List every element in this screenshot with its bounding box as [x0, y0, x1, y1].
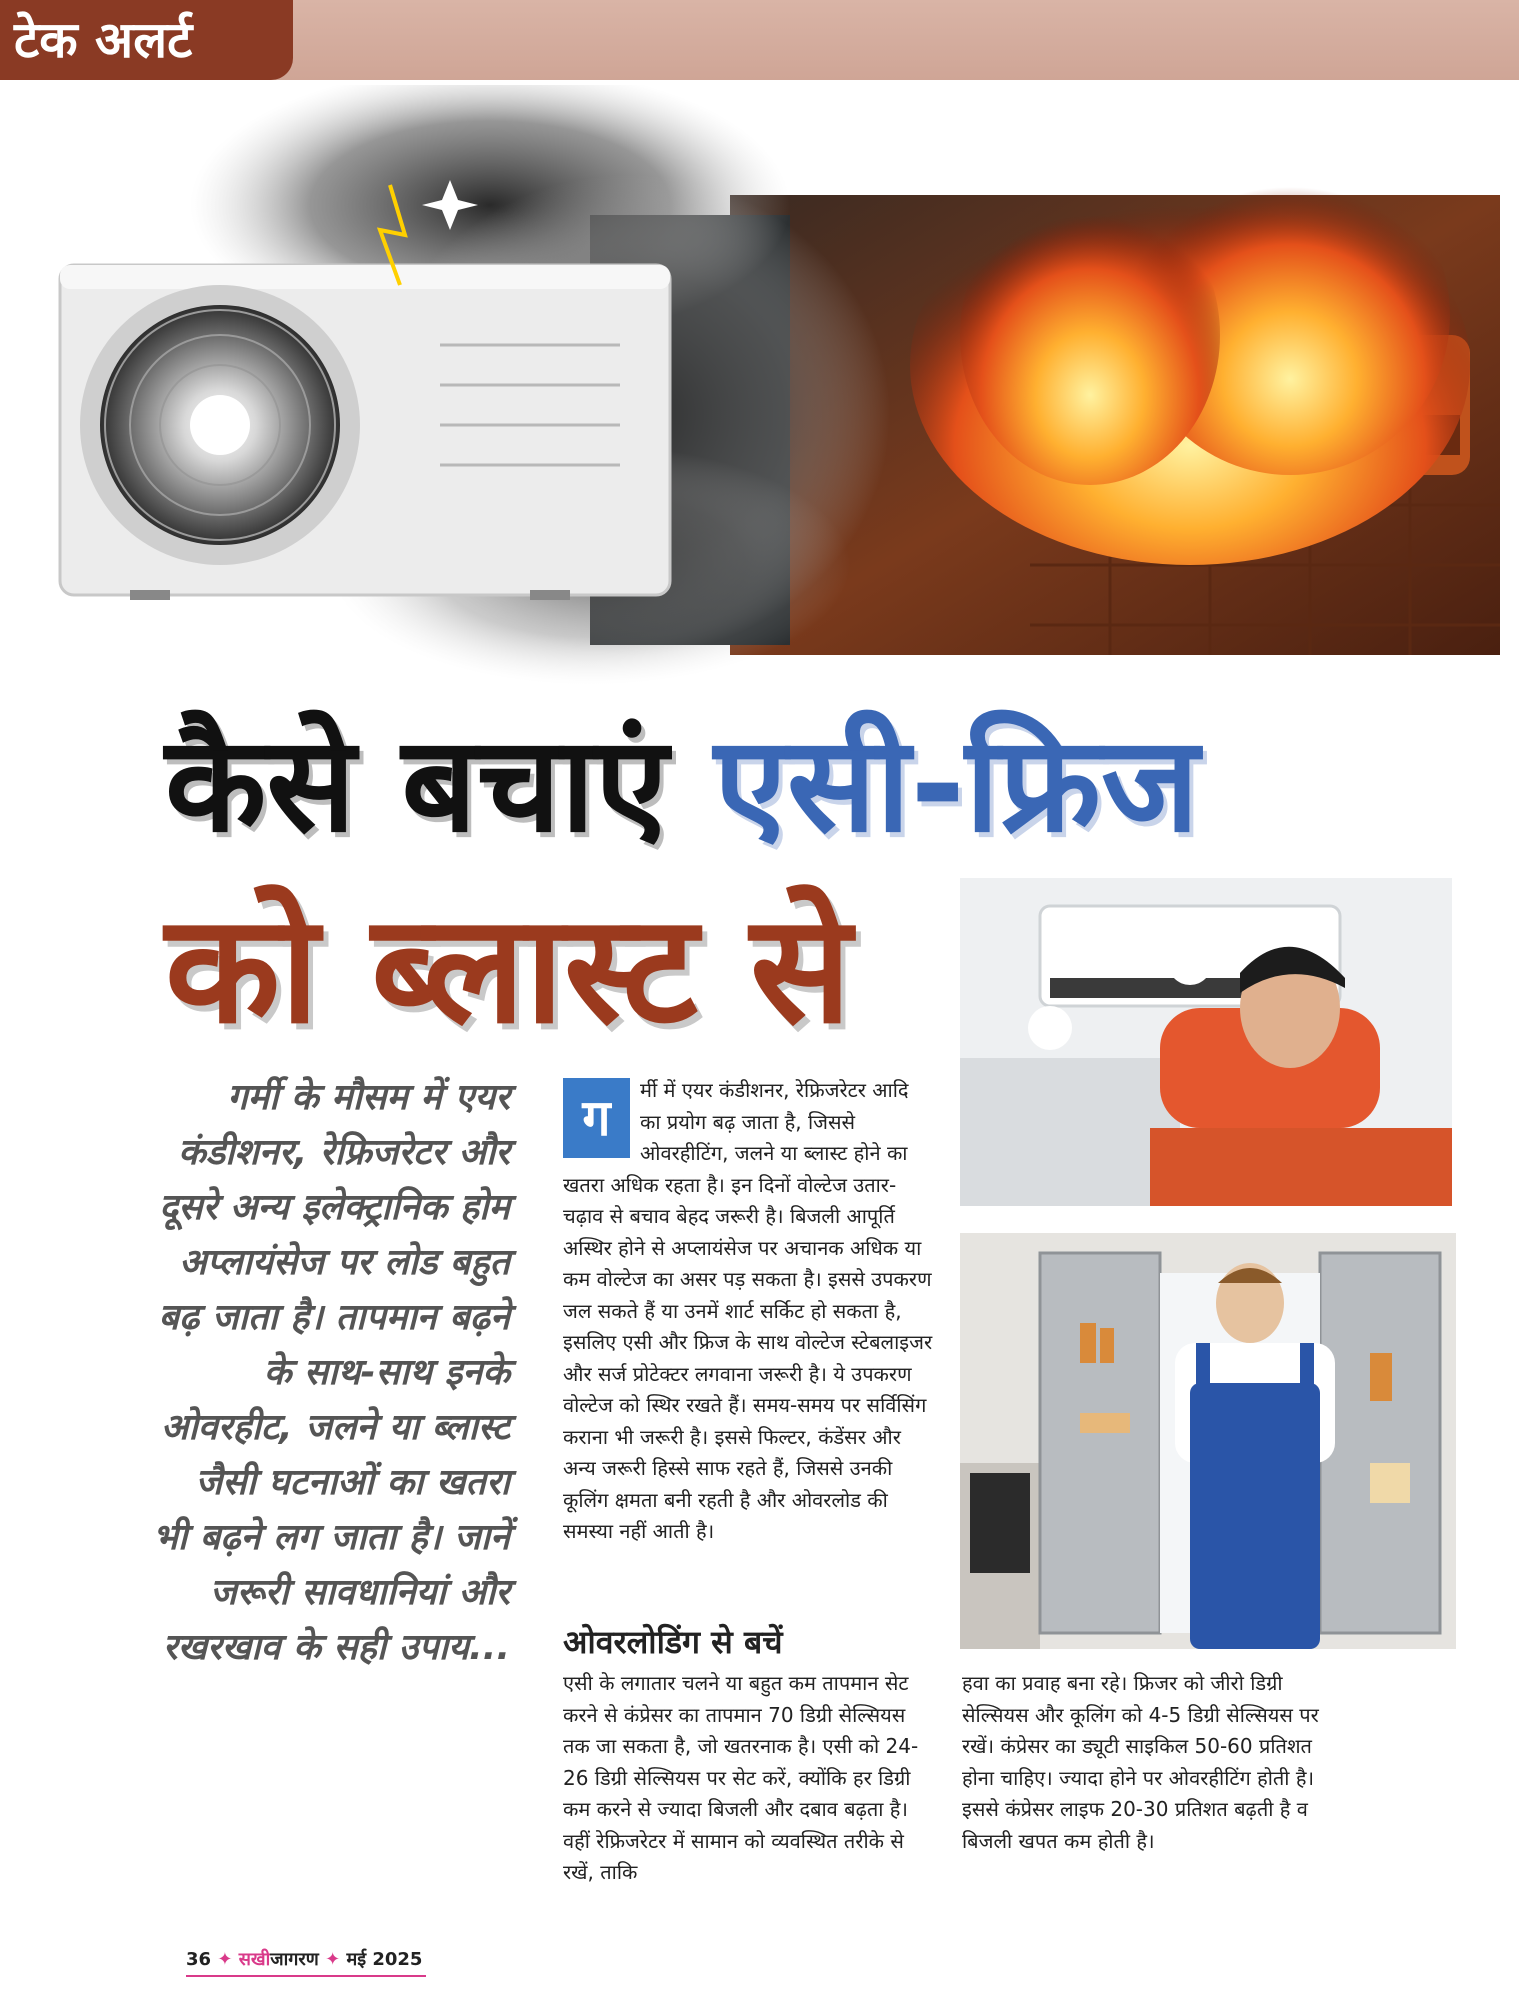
section-label: टेक अलर्ट — [0, 0, 293, 80]
page-number: 36 — [186, 1949, 212, 1970]
headline-line-1 — [165, 705, 1199, 865]
footer-rule — [186, 1975, 426, 1977]
footer-separator: ✦ — [325, 1949, 341, 1970]
footer-separator: ✦ — [217, 1949, 233, 1970]
photo-technician-servicing-ac — [960, 878, 1452, 1206]
article-paragraph-2: एसी के लगातार चलने या बहुत कम तापमान सेट करने से कंप्रेसर का तापमान 70 डिग्री सेल्सियस तक जा सकता है, जो खतरनाक है। एसी को 24-26 डिग्री सेल्सियस पर सेट करें, क्योंकि हर डिग्री कम करने से ज्यादा बिजली और दबाव बढ़ता है। वहीं रेफ्रिजरेटर में सामान को व्यवस्थित तरीके से रखें, ताकि — [563, 1671, 919, 1884]
headline-part-blue: एसी-फ्रिज — [713, 708, 1200, 862]
article-column-1 — [563, 1075, 935, 1548]
page-footer — [186, 1947, 422, 1971]
hero-image-ac-fire — [30, 85, 1500, 685]
footer-brand-b: जागरण — [270, 1949, 319, 1970]
photo-technician-fixing-fridge — [960, 1233, 1456, 1649]
footer-issue: मई 2025 — [346, 1949, 423, 1970]
footer-brand-a: सखी — [238, 1949, 271, 1970]
headline-part-black: कैसे बचाएं — [165, 708, 668, 862]
subheading-overloading: ओवरलोडिंग से बचें — [563, 1623, 783, 1661]
article-intro: गर्मी के मौसम में एयर कंडीशनर, रेफ्रिजरेटर और दूसरे अन्य इलेक्ट्रानिक होम अप्लायंसेज पर लोड बहुत बढ़ जाता है। तापमान बढ़ने के साथ-साथ इनके ओवरहीट, जलने या ब्लास्ट जैसी घटनाओं का खतरा भी बढ़ने लग जाता है। जानें जरूरी सावधानियां और रखरखाव के सही उपाय... — [152, 1077, 510, 1668]
article-paragraph-1: र्मी में एयर कंडीशनर, रेफ्रिजरेटर आदि का प्रयोग बढ़ जाता है, जिससे ओवरहीटिंग, जलने या ब्लास्ट होने का खतरा अधिक रहता है। इन दिनों वोल्टेज उतार-चढ़ाव से बचाव बेहद जरूरी है। बिजली आपूर्ति अस्थिर होने से अप्लायंसेज पर अचानक अधिक या कम वोल्टेज का असर पड़ सकता है। इससे उपकरण जल सकते हैं या उनमें शार्ट सर्किट हो सकता है, इसलिए एसी और फ्रिज के साथ वोल्टेज स्टेबलाइजर और सर्ज प्रोटेक्टर लगवाना जरूरी है। ये उपकरण वोल्टेज को स्थिर रखते हैं। समय-समय पर सर्विसिंग कराना भी जरूरी है। इससे फिल्टर, कंडेंसर और अन्य जरूरी हिस्से साफ रहते हैं, जिससे उनकी कूलिंग क्षमता बनी रहती है और ओवरलोड की समस्या नहीं आती है। — [563, 1078, 933, 1543]
article-paragraph-3: हवा का प्रवाह बना रहे। फ्रिजर को जीरो डिग्री सेल्सियस और कूलिंग को 4-5 डिग्री सेल्सियस पर रखें। कंप्रेसर का ड्यूटी साइकिल 50-60 प्रतिशत होना चाहिए। ज्यादा होने पर ओवरहीटिंग होती है। इससे कंप्रेसर लाइफ 20-30 प्रतिशत बढ़ती है व बिजली खपत कम होती है। — [962, 1671, 1319, 1853]
drop-cap: ग — [563, 1078, 630, 1158]
headline-line-2: को ब्लास्ट से — [165, 883, 852, 1057]
